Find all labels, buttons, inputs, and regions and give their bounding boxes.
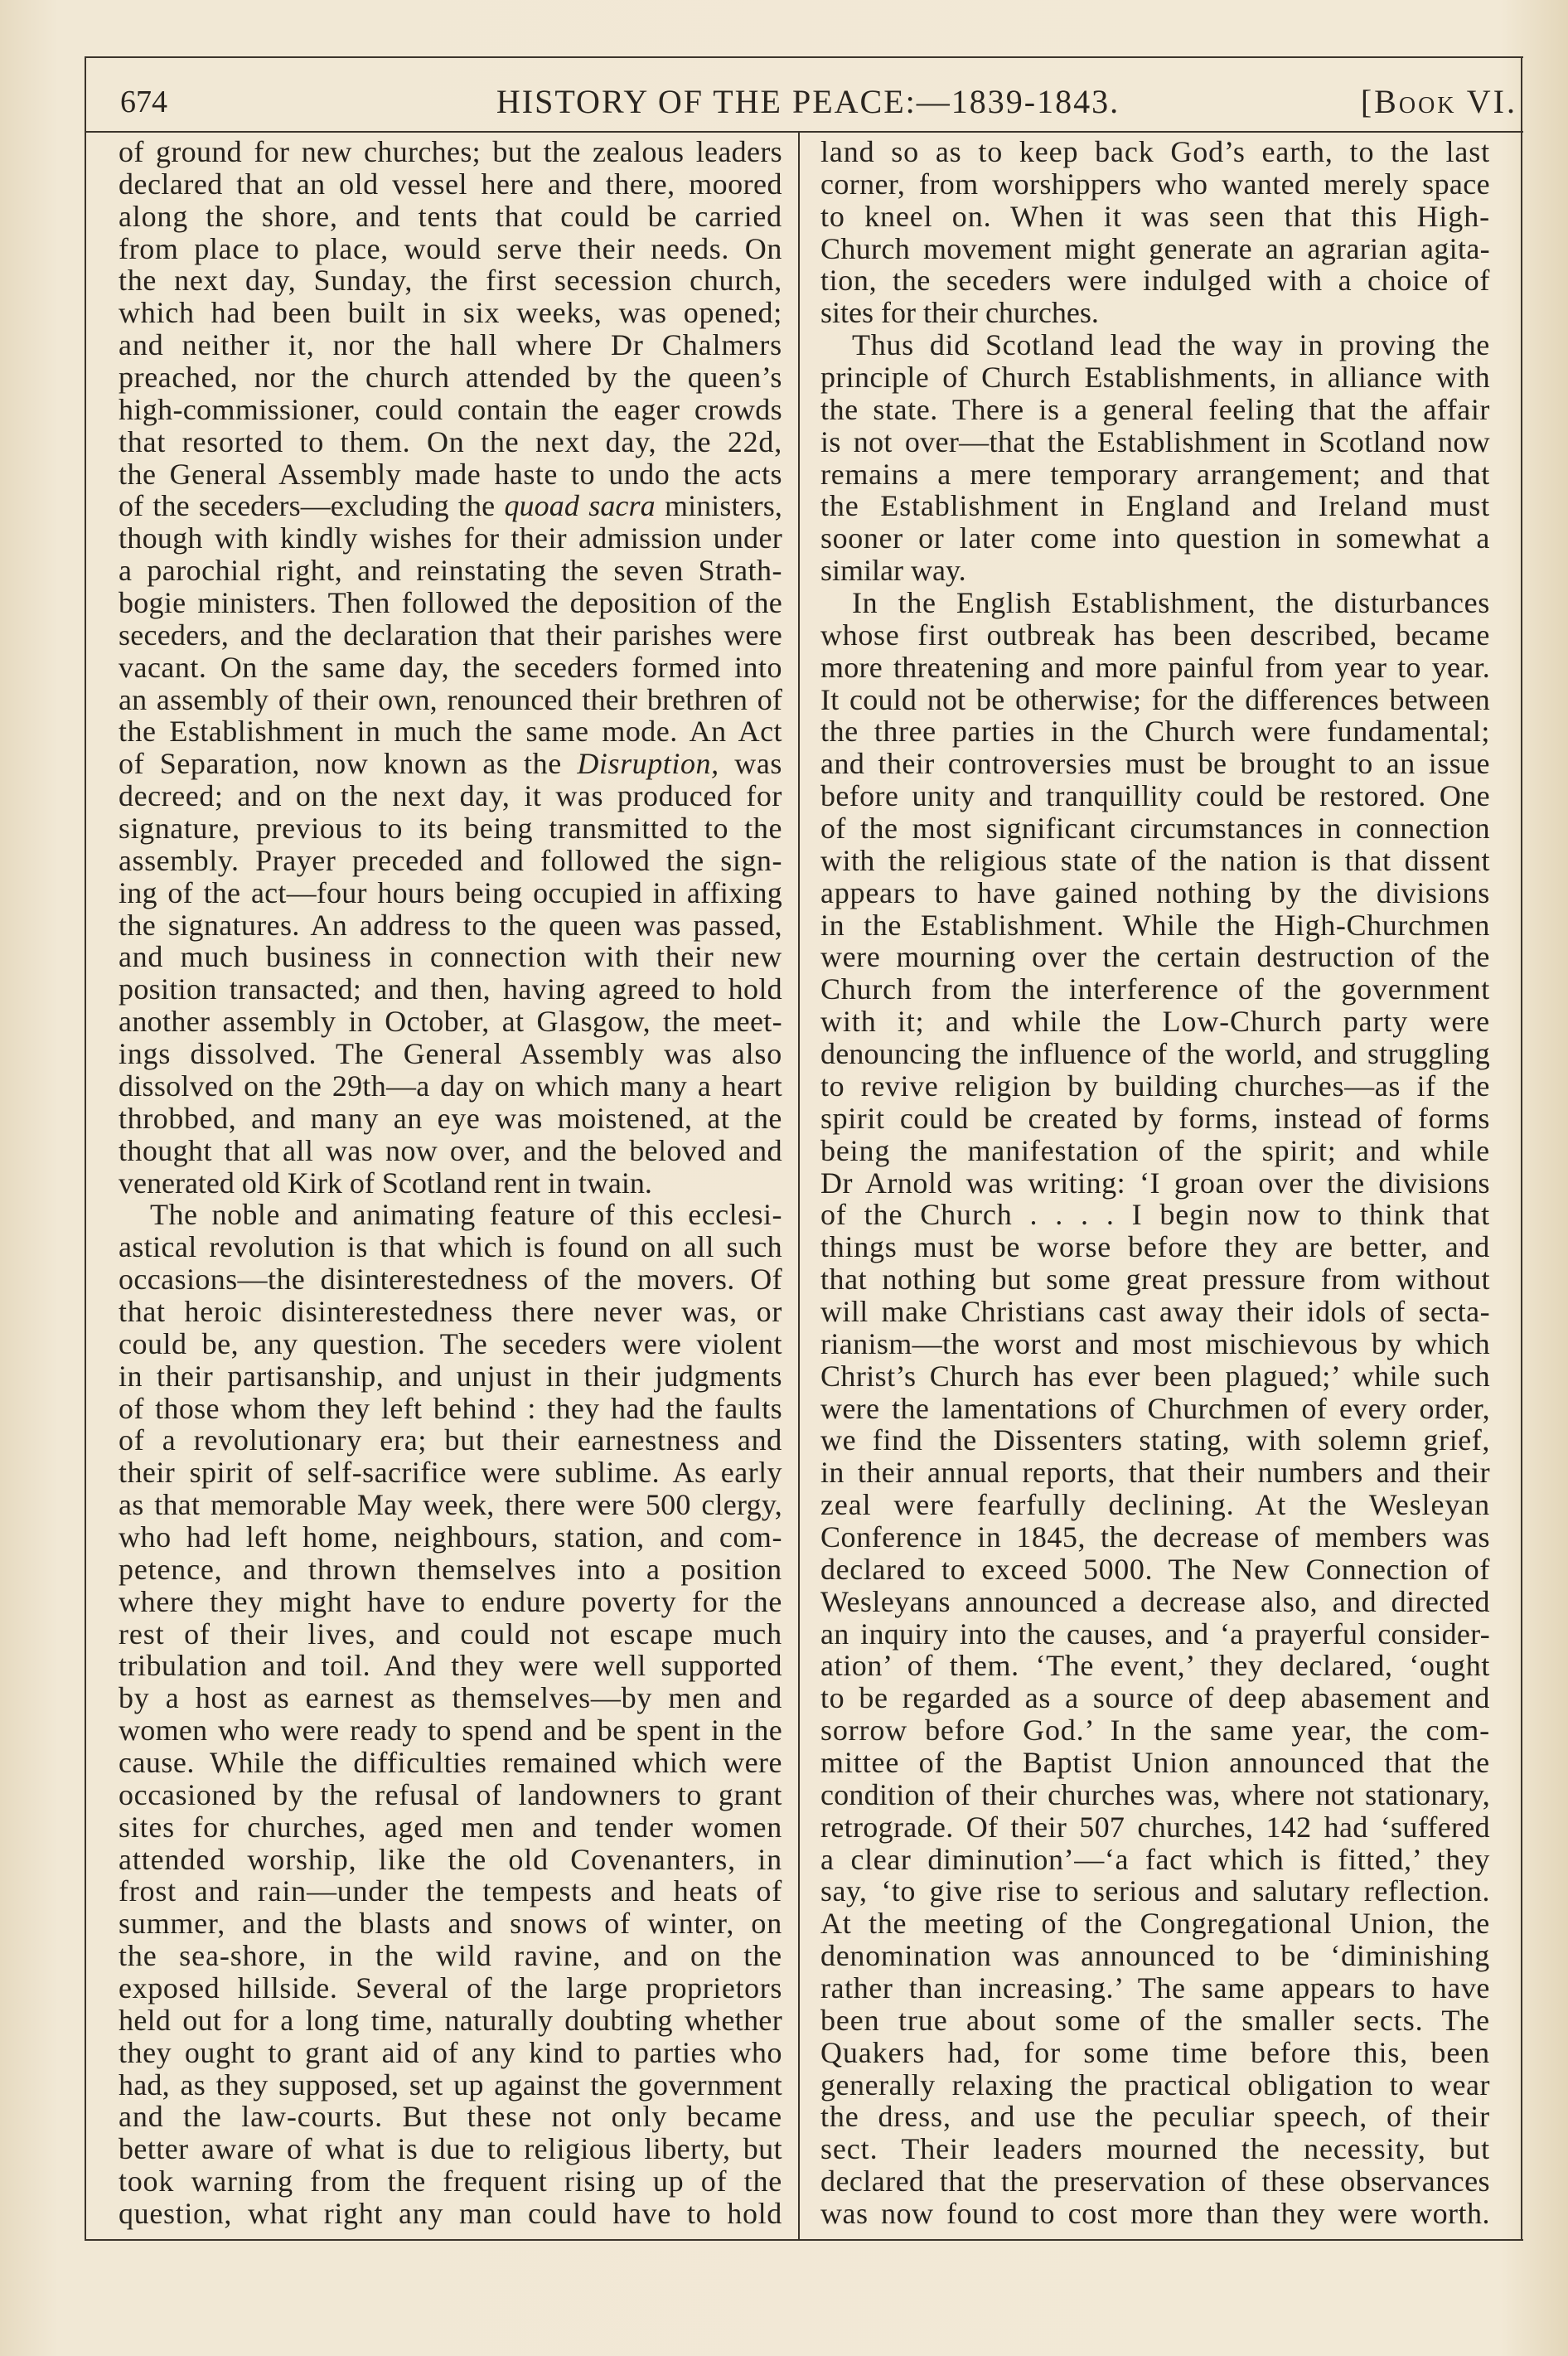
text-line xyxy=(820,297,1490,329)
text-line xyxy=(820,909,1490,942)
line-text: venerated old Kirk of Scotland rent in twain. xyxy=(119,1166,652,1200)
line-text: position transacted; and then, having agreed to hold xyxy=(119,972,782,1006)
line-text: of ground for new churches; but the zealous leaders xyxy=(119,135,782,168)
line-text: whose first outbreak has been described, became xyxy=(820,618,1490,652)
line-text: throbbed, and many an eye was moistened, at the xyxy=(119,1101,782,1135)
line-text: occasioned by the refusal of landowners to grant xyxy=(119,1777,782,1811)
text-line xyxy=(820,780,1490,812)
line-text: occasions—the disinterestedness of the movers. Of xyxy=(119,1263,782,1297)
frame-top-rule xyxy=(85,56,1523,58)
text-line xyxy=(119,1424,782,1457)
line-text: another assembly in October, at Glasgow, the meet- xyxy=(119,1005,782,1039)
line-text: ation’ of them. ‘The event,’ they declared, ‘ought xyxy=(820,1649,1490,1683)
line-text: from place to place, would serve their needs. On xyxy=(119,231,782,265)
line-text: spirit could be created by forms, instead of forms xyxy=(820,1101,1490,1135)
text-line xyxy=(820,555,1490,587)
line-text: summer, and the blasts and snows of winter, on xyxy=(119,1907,782,1941)
text-line xyxy=(820,264,1490,297)
text-line xyxy=(820,168,1490,201)
running-title: HISTORY OF THE PEACE:—1839-1843. xyxy=(496,83,1120,120)
line-text: ing of the act—four hours being occupied in affixing xyxy=(119,875,782,909)
line-text: that nothing but some great pressure from without xyxy=(820,1263,1490,1297)
text-line xyxy=(119,361,782,394)
line-text: appears to have gained nothing by the divisions xyxy=(820,875,1490,909)
text-line xyxy=(119,1650,782,1682)
line-text: tion, the seceders were indulged with a choice of xyxy=(820,264,1490,298)
text-line xyxy=(820,1199,1490,1231)
text-line xyxy=(820,1844,1490,1876)
column-divider xyxy=(798,131,800,2241)
text-line xyxy=(119,1328,782,1360)
text-line xyxy=(119,2198,782,2230)
text-line xyxy=(119,1070,782,1103)
text-line xyxy=(820,587,1490,619)
text-line xyxy=(820,426,1490,458)
text-line xyxy=(119,1618,782,1651)
line-text: the three parties in the Church were fundamental; xyxy=(820,715,1490,749)
text-line xyxy=(820,329,1490,361)
line-text: to be regarded as a source of deep abasement and xyxy=(820,1681,1490,1715)
line-text: along the shore, and tents that could be carried xyxy=(119,199,782,233)
line-text: condition of their churches was, where not stationary, xyxy=(820,1777,1490,1811)
line-text: in the Establishment. While the High-Churchmen xyxy=(820,908,1490,942)
text-line xyxy=(820,1811,1490,1844)
text-line xyxy=(119,136,782,168)
text-line xyxy=(820,1972,1490,2005)
text-line xyxy=(119,233,782,265)
text-line xyxy=(119,297,782,329)
text-line xyxy=(119,329,782,361)
line-text: say, ‘to give rise to serious and salutary reflection. xyxy=(820,1874,1490,1908)
text-line xyxy=(820,394,1490,426)
text-line xyxy=(119,1747,782,1779)
text-line xyxy=(119,1682,782,1714)
text-line xyxy=(119,555,782,587)
line-text: took warning from the frequent rising up of the xyxy=(119,2165,782,2198)
text-line xyxy=(119,748,782,780)
text-line xyxy=(820,361,1490,394)
text-line xyxy=(119,619,782,652)
line-text: sites for churches, aged men and tender women xyxy=(119,1810,782,1844)
line-text: declared to exceed 5000. The New Connection of xyxy=(820,1552,1490,1586)
line-text: seceders, and the declaration that their parishes were xyxy=(119,618,782,652)
frame-left-rule xyxy=(85,56,86,2241)
line-text: declared that an old vessel here and there, moored xyxy=(119,167,782,201)
text-line xyxy=(119,1521,782,1554)
line-text: sorrow before God.’ In the same year, the com- xyxy=(820,1714,1490,1748)
line-text: Church from the interference of the government xyxy=(820,972,1490,1006)
line-text: their spirit of self-sacrifice were sublime. As early xyxy=(119,1456,782,1490)
text-line xyxy=(119,2069,782,2101)
text-line xyxy=(119,812,782,845)
text-line xyxy=(119,1489,782,1521)
text-line xyxy=(820,1167,1490,1200)
line-text: were mourning over the certain destruction of the xyxy=(820,940,1490,974)
text-line xyxy=(820,1521,1490,1554)
text-line xyxy=(119,1875,782,1908)
text-line xyxy=(119,1940,782,1972)
text-line xyxy=(119,1103,782,1135)
text-line xyxy=(820,845,1490,877)
line-text: of the Church . . . . I begin now to think that xyxy=(820,1198,1490,1232)
line-text: tribulation and toil. And they were well supported xyxy=(119,1649,782,1683)
line-text: mittee of the Baptist Union announced that the xyxy=(820,1745,1490,1779)
line-text: question, what right any man could have to hold xyxy=(119,2197,782,2230)
text-line xyxy=(820,1908,1490,1940)
line-text: sooner or later come into question in somewhat a xyxy=(820,521,1490,555)
line-text: rianism—the worst and most mischievous by which xyxy=(820,1326,1490,1360)
line-text: better aware of what is due to religious liberty, but xyxy=(119,2132,782,2166)
text-line xyxy=(119,458,782,491)
line-text: with the religious state of the nation is that dissent xyxy=(820,843,1490,877)
line-text: preached, nor the church attended by the queen’s xyxy=(119,361,782,395)
right-column xyxy=(820,136,1490,2230)
line-text: the sea-shore, in the wild ravine, and on the xyxy=(119,1939,782,1973)
text-line xyxy=(119,2005,782,2037)
line-text: we find the Dissenters stating, with solemn grief, xyxy=(820,1423,1490,1457)
line-text: dissolved on the 29th—a day on which many a heart xyxy=(119,1069,782,1103)
text-line xyxy=(119,264,782,297)
text-line xyxy=(820,1296,1490,1328)
line-text: declared that the preservation of these observances xyxy=(820,2165,1490,2198)
text-line xyxy=(119,426,782,458)
line-text: which had been built in six weeks, was opened; xyxy=(119,296,782,330)
frame-bottom-rule xyxy=(85,2239,1523,2241)
text-line xyxy=(119,941,782,973)
text-line xyxy=(119,2133,782,2165)
text-line xyxy=(820,1103,1490,1135)
line-text: that heroic disinterestedness there never was, or xyxy=(119,1294,782,1328)
line-text: the dress, and use the peculiar speech, of their xyxy=(820,2100,1490,2134)
line-text: denouncing the influence of the world, and struggling xyxy=(820,1037,1490,1071)
text-line xyxy=(119,845,782,877)
text-line xyxy=(119,1135,782,1167)
line-text: the state. There is a general feeling that the affair xyxy=(820,392,1490,426)
line-text: Wesleyans announced a decrease also, and directed xyxy=(820,1584,1490,1618)
text-line xyxy=(119,1908,782,1940)
text-line xyxy=(119,2165,782,2198)
text-line xyxy=(820,1875,1490,1908)
line-text: bogie ministers. Then followed the deposition of the xyxy=(119,586,782,620)
text-segment: ministers, xyxy=(655,489,782,523)
line-text: remains a mere temporary arrangement; and that xyxy=(820,457,1490,491)
line-text: denomination was announced to be ‘diminishing xyxy=(820,1939,1490,1973)
line-text: retrograde. Of their 507 churches, 142 had ‘suffered xyxy=(820,1810,1490,1844)
line-text: where they might have to endure poverty for the xyxy=(119,1584,782,1618)
text-line xyxy=(820,1263,1490,1296)
line-text: an assembly of their own, renounced their brethren of xyxy=(119,682,782,716)
text-line xyxy=(820,2165,1490,2198)
text-line xyxy=(119,973,782,1006)
text-line xyxy=(820,715,1490,748)
text-line xyxy=(820,1779,1490,1811)
line-text: could be, any question. The seceders were violent xyxy=(119,1326,782,1360)
text-line xyxy=(119,877,782,909)
header-rule xyxy=(85,131,1523,133)
text-line xyxy=(119,1972,782,2005)
text-line xyxy=(119,1779,782,1811)
line-text: to kneel on. When it was seen that this High- xyxy=(820,199,1490,233)
text-line xyxy=(119,1360,782,1393)
text-line xyxy=(119,1296,782,1328)
text-line xyxy=(820,1038,1490,1070)
line-text: rest of their lives, and could not escape much xyxy=(119,1617,782,1651)
line-text: and their controversies must be brought to an issue xyxy=(820,747,1490,781)
text-line xyxy=(820,1714,1490,1747)
text-line xyxy=(119,1844,782,1876)
line-text: more threatening and more painful from year to year. xyxy=(820,650,1490,684)
line-text: corner, from worshippers who wanted merely space xyxy=(820,167,1490,201)
text-line xyxy=(119,1393,782,1425)
text-line xyxy=(820,1424,1490,1457)
line-text: a parochial right, and reinstating the seven Strath- xyxy=(119,554,782,588)
line-text: zeal were fearfully declining. At the Wesleyan xyxy=(820,1488,1490,1522)
left-column xyxy=(119,136,782,2230)
text-line xyxy=(820,233,1490,265)
text-line xyxy=(119,587,782,619)
text-line xyxy=(119,2037,782,2069)
line-text: astical revolution is that which is found on all such xyxy=(119,1230,782,1264)
line-text: ings dissolved. The General Assembly was also xyxy=(119,1037,782,1071)
text-line xyxy=(119,1263,782,1296)
text-line xyxy=(119,909,782,942)
line-text: had, as they supposed, set up against the government xyxy=(119,2068,782,2101)
line-text: and the law-courts. But these not only became xyxy=(119,2100,782,2134)
text-line xyxy=(820,1006,1490,1038)
line-text: the signatures. An address to the queen was passed, xyxy=(119,908,782,942)
line-text: generally relaxing the practical obligation to wear xyxy=(820,2068,1490,2101)
text-line xyxy=(820,1586,1490,1618)
text-line xyxy=(820,1554,1490,1586)
text-line xyxy=(119,522,782,555)
text-segment: was xyxy=(719,747,782,781)
text-line xyxy=(119,715,782,748)
line-text: by a host as earnest as themselves—by men and xyxy=(119,1681,782,1715)
text-line xyxy=(820,522,1490,555)
line-text: women who were ready to spend and be spent in the xyxy=(119,1714,782,1748)
line-text: who had left home, neighbours, station, and com- xyxy=(119,1520,782,1554)
text-line xyxy=(820,458,1490,491)
line-text: It could not be otherwise; for the differences between xyxy=(820,682,1490,716)
line-text: they ought to grant aid of any kind to parties who xyxy=(119,2035,782,2069)
line-text: of a revolutionary era; but their earnestness and xyxy=(119,1423,782,1457)
line-content xyxy=(119,748,782,780)
text-line xyxy=(119,1811,782,1844)
text-line xyxy=(820,652,1490,684)
text-line xyxy=(820,1682,1490,1714)
line-text: cause. While the difficulties remained which were xyxy=(119,1745,782,1779)
text-line xyxy=(820,1940,1490,1972)
line-text: as that memorable May week, there were 500 clergy, xyxy=(119,1488,782,1522)
text-line xyxy=(820,619,1490,652)
line-text: with it; and while the Low-Church party were xyxy=(820,1005,1490,1039)
line-text: been true about some of the smaller sects. The xyxy=(820,2003,1490,2037)
line-text: signature, previous to its being transmitted to the xyxy=(119,812,782,846)
text-line xyxy=(119,652,782,684)
text-line xyxy=(119,684,782,716)
text-line xyxy=(119,1457,782,1489)
text-line xyxy=(820,1231,1490,1263)
text-line xyxy=(820,1747,1490,1779)
line-text: in their partisanship, and unjust in their judgments xyxy=(119,1359,782,1393)
line-text: The noble and animating feature of this ecclesi- xyxy=(150,1198,782,1232)
text-line xyxy=(820,2005,1490,2037)
text-line xyxy=(119,168,782,201)
text-line xyxy=(119,201,782,233)
text-line xyxy=(820,748,1490,780)
line-text: similar way. xyxy=(820,554,966,588)
text-line xyxy=(119,1006,782,1038)
text-line xyxy=(119,780,782,812)
text-line xyxy=(820,1618,1490,1651)
line-text: the General Assembly made haste to undo the acts xyxy=(119,457,782,491)
line-text: the next day, Sunday, the first secession church, xyxy=(119,264,782,298)
line-text: Dr Arnold was writing: ‘I groan over the divisions xyxy=(820,1166,1490,1200)
line-text: will make Christians cast away their idols of secta- xyxy=(820,1294,1490,1328)
line-text: Conference in 1845, the decrease of members was xyxy=(820,1520,1490,1554)
line-text: that resorted to them. On the next day, the 22d, xyxy=(119,424,782,458)
line-text: sect. Their leaders mourned the necessity, but xyxy=(820,2132,1490,2166)
text-line xyxy=(820,812,1490,845)
text-line xyxy=(119,1038,782,1070)
line-text: the Establishment in England and Ireland must xyxy=(820,489,1490,523)
line-text: was now found to cost more than they were worth. xyxy=(820,2197,1490,2230)
page-number: 674 xyxy=(120,85,167,119)
text-line xyxy=(820,684,1490,716)
line-text: thought that all was now over, and the beloved and xyxy=(119,1133,782,1167)
text-line xyxy=(820,490,1490,522)
text-line xyxy=(820,2069,1490,2101)
text-line xyxy=(820,1650,1490,1682)
text-line xyxy=(820,973,1490,1006)
line-text: and neither it, nor the hall where Dr Chalmers xyxy=(119,328,782,362)
text-line xyxy=(119,394,782,426)
line-text: assembly. Prayer preceded and followed the sign- xyxy=(119,843,782,877)
text-line xyxy=(119,1554,782,1586)
text-line xyxy=(820,2198,1490,2230)
line-text: of the most significant circumstances in connection xyxy=(820,812,1490,846)
line-text: in their annual reports, that their numbers and their xyxy=(820,1456,1490,1490)
text-line xyxy=(820,2133,1490,2165)
line-text: exposed hillside. Several of the large proprietors xyxy=(119,1971,782,2005)
text-segment: of the seceders—excluding the xyxy=(119,489,505,523)
book-label: [Book VI. xyxy=(1360,83,1517,120)
line-text: frost and rain—under the tempests and heats of xyxy=(119,1874,782,1908)
text-line xyxy=(119,490,782,522)
line-text: and much business in connection with their new xyxy=(119,940,782,974)
line-text: of those whom they left behind : they had the faults xyxy=(119,1391,782,1425)
text-line xyxy=(820,877,1490,909)
text-line xyxy=(820,1328,1490,1360)
text-line xyxy=(820,2101,1490,2133)
line-text: attended worship, like the old Covenanters, in xyxy=(119,1842,782,1876)
italic-phrase: Disruption, xyxy=(577,747,719,781)
text-line xyxy=(820,201,1490,233)
line-text: an inquiry into the causes, and ‘a prayerful consider- xyxy=(820,1617,1490,1651)
italic-phrase: quoad sacra xyxy=(504,489,656,523)
text-segment: of Separation, now known as the xyxy=(119,747,578,781)
text-line xyxy=(119,1586,782,1618)
line-text: before unity and tranquillity could be restored. One xyxy=(820,779,1490,813)
line-text: sites for their churches. xyxy=(820,296,1099,330)
line-text: Thus did Scotland lead the way in proving the xyxy=(852,328,1490,362)
text-line xyxy=(820,1457,1490,1489)
line-text: principle of Church Establishments, in alliance with xyxy=(820,361,1490,395)
line-text: vacant. On the same day, the seceders formed into xyxy=(119,650,782,684)
text-line xyxy=(119,1199,782,1231)
text-line xyxy=(820,2037,1490,2069)
text-line xyxy=(820,1070,1490,1103)
line-text: held out for a long time, naturally doubting whether xyxy=(119,2003,782,2037)
text-line xyxy=(119,2101,782,2133)
text-line xyxy=(820,136,1490,168)
line-text: is not over—that the Establishment in Scotland now xyxy=(820,424,1490,458)
line-text: though with kindly wishes for their admission under xyxy=(119,521,782,555)
line-text: high-commissioner, could contain the eager crowds xyxy=(119,392,782,426)
text-line xyxy=(820,941,1490,973)
line-text: Quakers had, for some time before this, been xyxy=(820,2035,1490,2069)
text-line xyxy=(820,1489,1490,1521)
line-text: to revive religion by building churches—as if the xyxy=(820,1069,1490,1103)
line-text: were the lamentations of Churchmen of every order, xyxy=(820,1391,1490,1425)
line-text: things must be worse before they are better, and xyxy=(820,1230,1490,1264)
line-text: the Establishment in much the same mode. An Act xyxy=(119,715,782,749)
line-content xyxy=(119,490,782,522)
line-text: decreed; and on the next day, it was produced for xyxy=(119,779,782,813)
line-text: land so as to keep back God’s earth, to the last xyxy=(820,135,1490,168)
line-text: petence, and thrown themselves into a position xyxy=(119,1552,782,1586)
line-text: rather than increasing.’ The same appears to have xyxy=(820,1971,1490,2005)
line-text: At the meeting of the Congregational Union, the xyxy=(820,1907,1490,1941)
line-text: Church movement might generate an agrarian agita- xyxy=(820,231,1490,265)
line-text: a clear diminution’—‘a fact which is fitted,’ they xyxy=(820,1842,1490,1876)
text-line xyxy=(119,1167,782,1200)
line-text: being the manifestation of the spirit; and while xyxy=(820,1133,1490,1167)
text-line xyxy=(119,1231,782,1263)
line-text: In the English Establishment, the disturbances xyxy=(852,586,1490,620)
frame-right-rule xyxy=(1521,56,1522,2241)
text-line xyxy=(820,1360,1490,1393)
text-line xyxy=(119,1714,782,1747)
text-line xyxy=(820,1135,1490,1167)
line-text: Christ’s Church has ever been plagued;’ while such xyxy=(820,1359,1490,1393)
text-line xyxy=(820,1393,1490,1425)
